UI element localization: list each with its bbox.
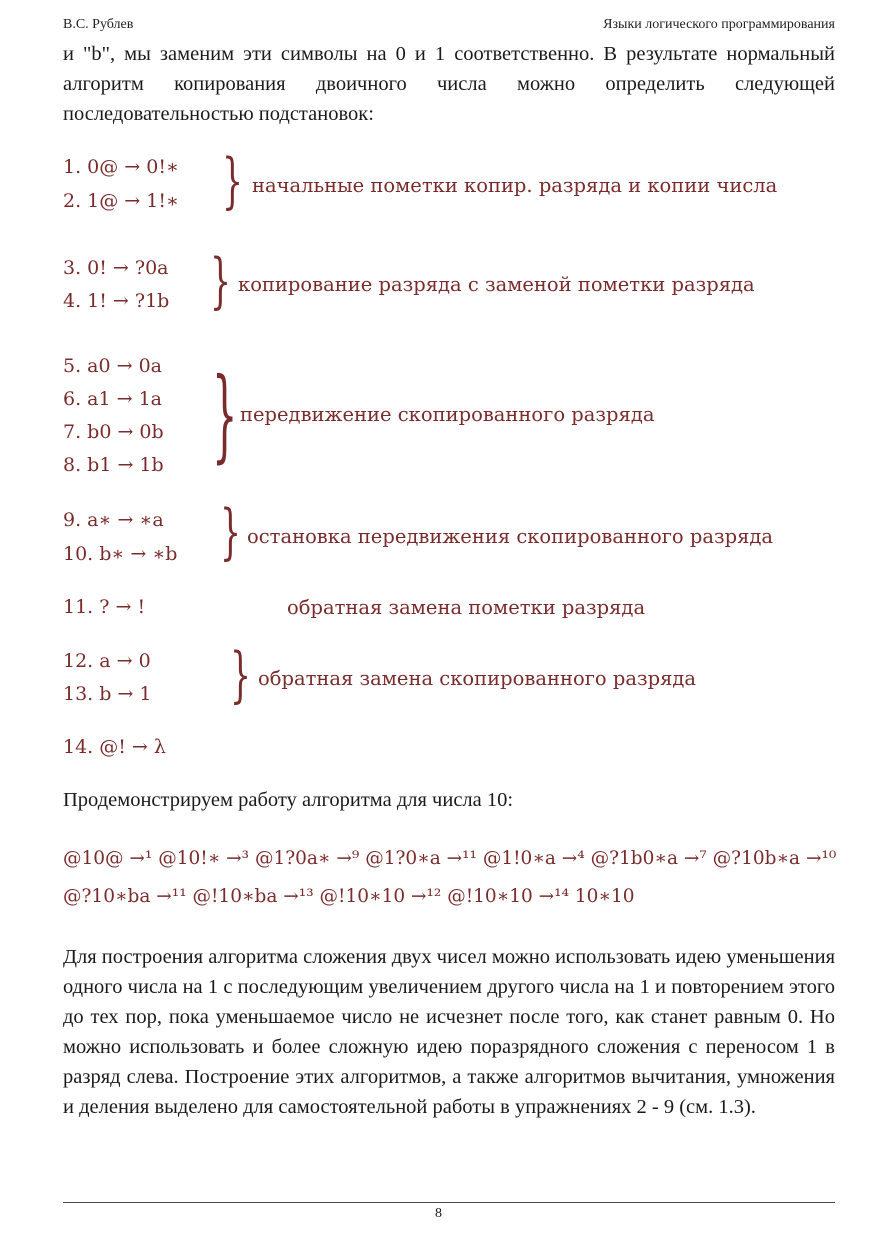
rule-6: 6. a1 → 1a	[63, 388, 162, 410]
rule-2: 2. 1@ → 1!∗	[63, 190, 179, 212]
brace-group-4: }	[220, 497, 242, 567]
derivation-line-2: @?10∗ba →¹¹ @!10∗ba →¹³ @!10∗10 →¹² @!10∗10 →¹⁴ 10∗10	[63, 886, 635, 907]
closing-paragraph: Для построения алгоритма сложения двух чисел можно использовать идею уменьшения одного числа на 1 с последующим увеличением другого числа на 1 и повторением этого до тех пор, пока уменьшаемое число не исчезнет после того, как станет равным 0. Но можно использовать и более сложную идею поразрядного сложения с переносом 1 в разряд слева. Построение этих алгоритмов, а также алгоритмов вычитания, умножения и деления выделено для самостоятельной работы в упражнениях 2 - 9 (см. 1.3).	[63, 946, 835, 1118]
desc-group-2: копирование разряда с заменой пометки разряда	[238, 273, 755, 296]
rule-5: 5. a0 → 0a	[63, 355, 162, 377]
rule-11: 11. ? → !	[63, 596, 146, 618]
intro-paragraph: и "b", мы заменим эти символы на 0 и 1 соответственно. В результате нормальный алгоритм копирования двоичного числа можно определить следующей последовательностью подстановок:	[63, 43, 835, 125]
header-author: В.С. Рублев	[63, 17, 134, 32]
rule-9: 9. a∗ → ∗a	[63, 509, 164, 531]
rule-12: 12. a → 0	[63, 650, 151, 672]
rule-7: 7. b0 → 0b	[63, 421, 164, 443]
desc-group-5: обратная замена пометки разряда	[287, 596, 646, 619]
rule-10: 10. b∗ → ∗b	[63, 543, 178, 565]
desc-group-1: начальные пометки копир. разряда и копии числа	[252, 174, 778, 197]
brace-group-1: }	[222, 146, 244, 216]
footer-divider	[63, 1202, 835, 1203]
demo-heading: Продемонстрируем работу алгоритма для числа 10:	[63, 789, 514, 811]
rule-14: 14. @! → λ	[63, 736, 166, 758]
brace-group-3: }	[212, 356, 238, 473]
rule-13: 13. b → 1	[63, 683, 152, 705]
page	[63, 14, 835, 129]
brace-group-6: }	[230, 640, 252, 710]
rule-1: 1. 0@ → 0!∗	[63, 156, 179, 178]
rule-8: 8. b1 → 1b	[63, 454, 164, 476]
brace-group-2: }	[210, 246, 232, 316]
running-header	[63, 14, 835, 36]
header-title: Языки логического программирования	[603, 17, 835, 32]
desc-group-4: остановка передвижения скопированного разряда	[247, 525, 774, 548]
desc-group-3: передвижение скопированного разряда	[240, 403, 655, 426]
rule-4: 4. 1! → ?1b	[63, 290, 170, 312]
rule-3: 3. 0! → ?0a	[63, 257, 169, 279]
page-number: 8	[435, 1206, 442, 1221]
derivation-line-1: @10@ →¹ @10!∗ →³ @1?0a∗ →⁹ @1?0∗a →¹¹ @1!0∗a →⁴ @?1b0∗a →⁷ @?10b∗a →¹⁰	[63, 848, 837, 869]
desc-group-6: обратная замена скопированного разряда	[258, 667, 697, 690]
